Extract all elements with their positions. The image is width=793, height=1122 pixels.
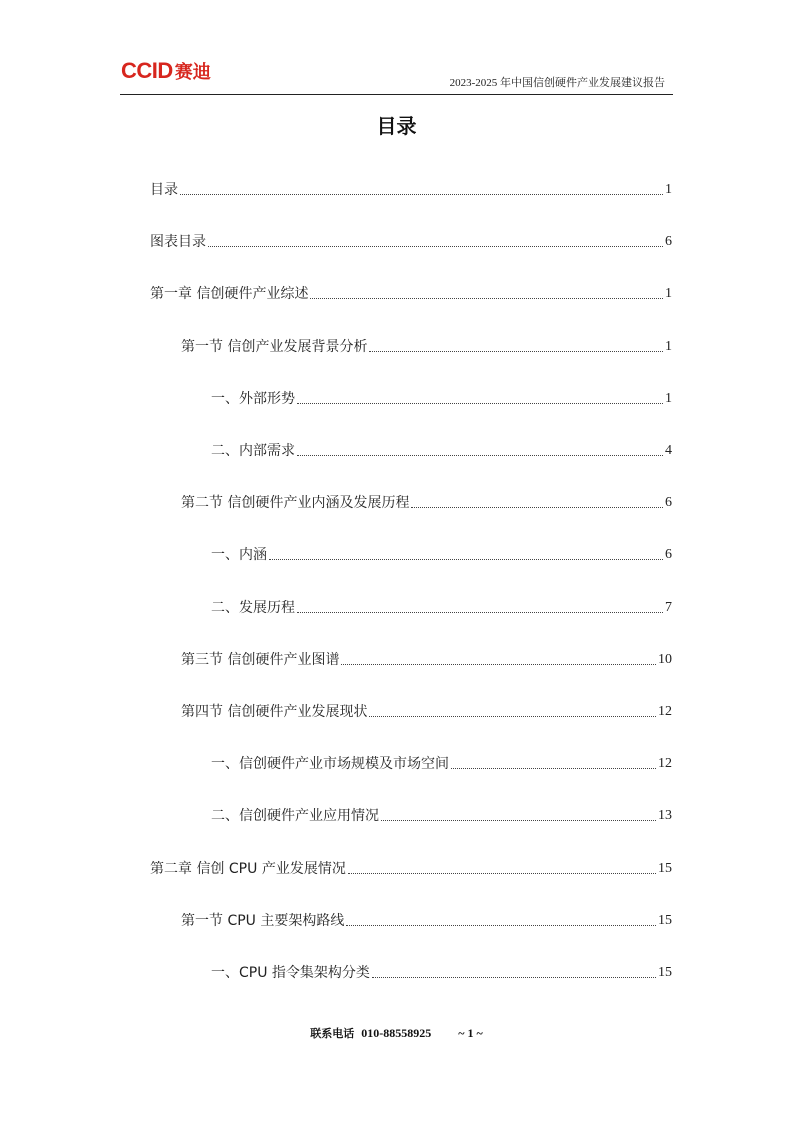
toc-dot-leader xyxy=(297,612,663,613)
toc-dot-leader xyxy=(369,351,663,352)
toc-dot-leader xyxy=(297,403,663,404)
contact-phone: 010-88558925 xyxy=(361,1026,432,1040)
toc-entry-title: 二、信创硬件产业应用情况 xyxy=(211,808,379,824)
toc-entry-title: 第二章 信创 CPU 产业发展情况 xyxy=(150,861,346,877)
toc-entry-title: 第二节 信创硬件产业内涵及发展历程 xyxy=(181,495,410,511)
toc-dot-leader xyxy=(310,298,663,299)
toc-entry-page: 6 xyxy=(665,547,672,562)
report-header-title: 2023-2025 年中国信创硬件产业发展建议报告 xyxy=(449,77,665,89)
toc-entry-page: 12 xyxy=(658,756,672,771)
toc-dot-leader xyxy=(180,194,663,195)
toc-entry-title: 一、外部形势 xyxy=(211,391,295,407)
toc-dot-leader xyxy=(348,873,656,874)
toc-entry[interactable] xyxy=(211,441,672,461)
toc-dot-leader xyxy=(451,768,656,769)
toc-entry-title: 二、发展历程 xyxy=(211,600,295,616)
toc-entry-title: 目录 xyxy=(150,182,178,198)
toc-entry[interactable] xyxy=(181,337,672,357)
toc-entry-page: 15 xyxy=(658,913,672,928)
toc-entry-page: 1 xyxy=(665,391,672,406)
toc-entry-page: 13 xyxy=(658,808,672,823)
toc-entry[interactable] xyxy=(181,911,672,931)
page-title: 目录 xyxy=(376,114,417,138)
toc-entry-title: 一、信创硬件产业市场规模及市场空间 xyxy=(211,756,449,772)
toc-dot-leader xyxy=(208,246,663,247)
toc-entry-page: 6 xyxy=(665,495,672,510)
toc-entry-page: 1 xyxy=(665,182,672,197)
toc-entry[interactable] xyxy=(211,598,672,618)
toc-dot-leader xyxy=(369,716,656,717)
toc-dot-leader xyxy=(297,455,663,456)
toc-entry[interactable] xyxy=(181,493,672,513)
toc-entry[interactable] xyxy=(181,702,672,722)
toc-entry-page: 4 xyxy=(665,443,672,458)
toc-dot-leader xyxy=(411,507,663,508)
toc-entry-page: 7 xyxy=(665,600,672,615)
toc-entry-title: 第一节 CPU 主要架构路线 xyxy=(181,913,345,929)
toc-dot-leader xyxy=(381,820,656,821)
toc-entry[interactable] xyxy=(211,806,672,826)
toc-entry[interactable] xyxy=(181,650,672,670)
toc-entry[interactable] xyxy=(211,545,672,565)
toc-entry-page: 1 xyxy=(665,339,672,354)
page-footer xyxy=(0,1025,793,1041)
toc-dot-leader xyxy=(372,977,656,978)
toc-entry-page: 15 xyxy=(658,861,672,876)
toc-dot-leader xyxy=(341,664,656,665)
toc-entry-title: 第四节 信创硬件产业发展现状 xyxy=(181,704,368,720)
toc-dot-leader xyxy=(346,925,656,926)
page-number: ~ 1 ~ xyxy=(458,1026,483,1040)
toc-entry-page: 1 xyxy=(665,286,672,301)
toc-entry-title: 一、CPU 指令集架构分类 xyxy=(211,965,370,981)
toc-entry-title: 第三节 信创硬件产业图谱 xyxy=(181,652,340,668)
logo-en-text: CCID xyxy=(121,58,173,83)
toc-entry[interactable] xyxy=(150,284,672,304)
toc-entry-page: 10 xyxy=(658,652,672,667)
toc-entry-title: 二、内部需求 xyxy=(211,443,295,459)
toc-entry-page: 12 xyxy=(658,704,672,719)
logo-cn-text: 赛迪 xyxy=(174,62,211,83)
toc-entry[interactable] xyxy=(150,859,672,879)
toc-entry-title: 第一节 信创产业发展背景分析 xyxy=(181,339,368,355)
toc-entry-title: 第一章 信创硬件产业综述 xyxy=(150,286,309,302)
contact-label: 联系电话 xyxy=(310,1027,355,1040)
toc-entry-page: 15 xyxy=(658,965,672,980)
toc-entry[interactable] xyxy=(211,389,672,409)
toc-entry-page: 6 xyxy=(665,234,672,249)
toc-entry[interactable] xyxy=(150,180,672,200)
toc-entry-title: 一、内涵 xyxy=(211,547,267,563)
toc-entry-title: 图表目录 xyxy=(150,234,206,250)
toc-entry[interactable] xyxy=(211,754,672,774)
toc-entry[interactable] xyxy=(150,232,672,252)
toc-dot-leader xyxy=(269,559,663,560)
toc-entry[interactable] xyxy=(211,963,672,983)
